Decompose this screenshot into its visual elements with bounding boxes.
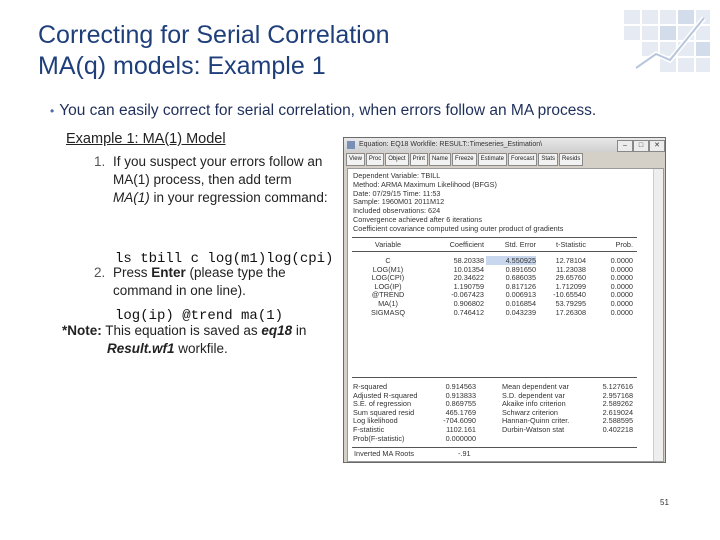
- name-button[interactable]: Name: [429, 153, 451, 166]
- resids-button[interactable]: Resids: [559, 153, 583, 166]
- bullet-text: You can easily correct for serial correlation, when errors follow an MA process.: [59, 102, 597, 119]
- column-header: t-Statistic: [555, 240, 586, 249]
- title-line-1: Correcting for Serial Correlation: [38, 21, 390, 49]
- eq18-name: eq18: [261, 323, 293, 338]
- step-1-line-1: If you suspect your errors follow an: [113, 154, 323, 169]
- stat-label: S.D. dependent var: [502, 390, 565, 400]
- header-line: Date: 07/29/15 Time: 11:53: [353, 188, 441, 198]
- step-2-line-1: [113, 264, 286, 282]
- inverted-roots-value: -.91: [458, 449, 471, 458]
- coefficient-cell: 0.906802: [453, 299, 484, 308]
- coefficient-cell: 1.712099: [555, 281, 586, 291]
- header-line: Method: ARMA Maximum Likelihood (BFGS): [353, 179, 497, 189]
- stat-value: 465.1769: [445, 407, 476, 417]
- coefficient-cell: 0.746412: [453, 307, 484, 317]
- step-1-line-3: [113, 189, 328, 207]
- coefficient-cell: 0.891650: [505, 264, 536, 274]
- stat-value: 1102.161: [446, 425, 476, 434]
- column-header: Variable: [374, 240, 402, 249]
- command-line-1: ls tbill c log(m1)log(cpi): [115, 251, 334, 267]
- note: [62, 322, 306, 358]
- stat-label: F-statistic: [353, 425, 385, 434]
- view-button[interactable]: View: [346, 153, 365, 166]
- coefficient-cell: 0.0000: [610, 273, 633, 283]
- stat-label: Adjusted R-squared: [353, 390, 418, 400]
- coefficient-cell: 0.0000: [610, 299, 633, 308]
- estimation-output[interactable]: [347, 168, 664, 462]
- coefficient-cell: 58.20338: [453, 256, 484, 265]
- coefficient-cell: 20.34622: [453, 273, 484, 283]
- chart-logo-icon: [622, 8, 712, 76]
- variable-name: LOG(IP): [374, 281, 402, 291]
- stat-value: 2.588595: [602, 416, 633, 426]
- minimize-button[interactable]: –: [617, 140, 633, 152]
- stat-label: Mean dependent var: [502, 382, 569, 391]
- variable-name: @TREND: [371, 290, 405, 300]
- proc-button[interactable]: Proc: [366, 153, 384, 166]
- coefficient-cell: 0.0000: [610, 264, 633, 274]
- divider: [352, 377, 637, 378]
- object-button[interactable]: Object: [385, 153, 408, 166]
- note-label: *Note:: [62, 323, 102, 338]
- divider: [352, 461, 637, 462]
- estimate-button[interactable]: Estimate: [478, 153, 507, 166]
- stat-label: Schwarz criterion: [502, 407, 558, 417]
- enter-key-label: Enter: [151, 265, 186, 280]
- step-2-text: [113, 264, 286, 300]
- variable-name: SIGMASQ: [370, 307, 406, 317]
- stats-button[interactable]: Stats: [538, 153, 558, 166]
- main-bullet: [50, 102, 596, 120]
- note-text-d: in: [292, 323, 307, 338]
- divider: [352, 237, 637, 238]
- maximize-button[interactable]: □: [633, 140, 649, 152]
- stat-value: 0.913833: [445, 390, 476, 400]
- coefficient-cell: 53.79295: [555, 299, 586, 308]
- column-header: Prob.: [615, 240, 633, 249]
- coefficient-cell: -10.65540: [553, 290, 586, 300]
- slide-title: [38, 20, 390, 82]
- ma1-term: MA(1): [113, 190, 150, 205]
- divider: [352, 447, 637, 448]
- coefficient-cell: 0.043239: [505, 307, 536, 317]
- step-1-number: 1.: [94, 154, 106, 169]
- coefficient-cell: -0.067423: [451, 290, 484, 300]
- coefficient-cell: 0.0000: [610, 256, 633, 265]
- stat-value: 5.127616: [602, 382, 633, 391]
- coefficient-cell: 0.006913: [505, 290, 536, 300]
- stat-label: Sum squared resid: [353, 407, 415, 417]
- variable-name: MA(1): [378, 299, 398, 308]
- stat-label: Hannan-Quinn criter.: [502, 416, 570, 426]
- window-titlebar[interactable]: [344, 138, 665, 152]
- coefficient-cell: 10.01354: [453, 264, 484, 274]
- stat-value: -704.6090: [443, 416, 476, 426]
- coefficient-cell: 4.550925: [486, 256, 536, 265]
- equation-window[interactable]: [343, 137, 666, 463]
- header-line: Included observations: 624: [353, 206, 441, 216]
- step-1-line-2: MA(1) process, then add term: [113, 172, 292, 187]
- command-line-2: log(ip) @trend ma(1): [115, 308, 284, 324]
- stat-value: 0.000000: [445, 433, 476, 443]
- variable-name: LOG(CPI): [371, 273, 405, 283]
- divider: [352, 251, 637, 252]
- step-2-text-a: Press: [113, 265, 152, 280]
- stat-value: 2.619024: [602, 407, 633, 417]
- stat-label: Akaike info criterion: [502, 399, 566, 409]
- coefficient-cell: 17.26308: [555, 307, 586, 317]
- step-1-line-3-rest: in your regression command:: [149, 190, 328, 205]
- stat-label: R-squared: [353, 382, 388, 391]
- page-number: 51: [660, 498, 669, 507]
- step-2-number: 2.: [94, 265, 106, 280]
- step-1-text: [113, 153, 328, 207]
- stat-label: Prob(F-statistic): [353, 433, 405, 443]
- step-2-line-2: command in one line).: [113, 283, 246, 298]
- column-header: Coefficient: [449, 240, 484, 249]
- stat-label: S.E. of regression: [353, 399, 411, 409]
- header-line: Dependent Variable: TBILL: [353, 171, 441, 180]
- stat-label: Log likelihood: [353, 416, 398, 426]
- coefficient-cell: 0.0000: [610, 290, 633, 300]
- stat-value: 0.402218: [602, 425, 633, 434]
- header-line: Coefficient covariance computed using outer product of gradients: [353, 223, 564, 233]
- stat-label: Durbin-Watson stat: [502, 425, 565, 434]
- window-title: Equation: EQ18 Workfile: RESULT::Timeseries_Estimation\: [359, 141, 543, 148]
- coefficient-cell: 0.0000: [610, 307, 633, 317]
- note-text-b: This equation is saved as: [101, 323, 262, 338]
- header-line: Convergence achieved after 6 iterations: [353, 214, 482, 224]
- coefficient-cell: 0.0000: [610, 281, 633, 291]
- note-line-2: [62, 340, 306, 358]
- window-toolbar: [346, 153, 663, 166]
- close-button[interactable]: ✕: [649, 140, 665, 152]
- freeze-button[interactable]: Freeze: [452, 153, 477, 166]
- coefficient-cell: 0.817126: [505, 281, 536, 291]
- note-line-1: [62, 322, 306, 340]
- coefficient-cell: 1.190759: [453, 281, 484, 291]
- stat-value: 2.589262: [602, 399, 633, 409]
- coefficient-cell: 0.016854: [505, 299, 536, 308]
- title-line-2: MA(q) models: Example 1: [38, 52, 326, 80]
- bullet-dot-icon: •: [50, 104, 55, 118]
- stat-value: 0.869755: [445, 399, 476, 409]
- output-header: [353, 172, 563, 234]
- variable-name: LOG(M1): [372, 264, 404, 274]
- coefficient-cell: 29.65760: [555, 273, 586, 283]
- header-line: Sample: 1960M01 2011M12: [353, 197, 445, 207]
- output-scrollbar[interactable]: [653, 169, 663, 461]
- stat-value: 0.914563: [445, 382, 476, 391]
- coefficient-cell: 11.23038: [556, 264, 586, 274]
- forecast-button[interactable]: Forecast: [508, 153, 537, 166]
- inverted-roots-label: Inverted MA Roots: [354, 449, 415, 458]
- equation-icon: [347, 141, 355, 149]
- stat-value: 2.957168: [602, 390, 633, 400]
- coefficient-cell: 0.686035: [505, 273, 536, 283]
- workfile-name: Result.wf1: [107, 341, 175, 356]
- step-2-text-c: (please type the: [185, 265, 286, 280]
- note-text-f: workfile.: [174, 341, 228, 356]
- print-button[interactable]: Print: [410, 153, 428, 166]
- variable-name: C: [385, 256, 391, 265]
- coefficient-cell: 12.78104: [555, 256, 586, 265]
- column-header: Std. Error: [504, 240, 536, 249]
- example-subhead: Example 1: MA(1) Model: [66, 131, 226, 147]
